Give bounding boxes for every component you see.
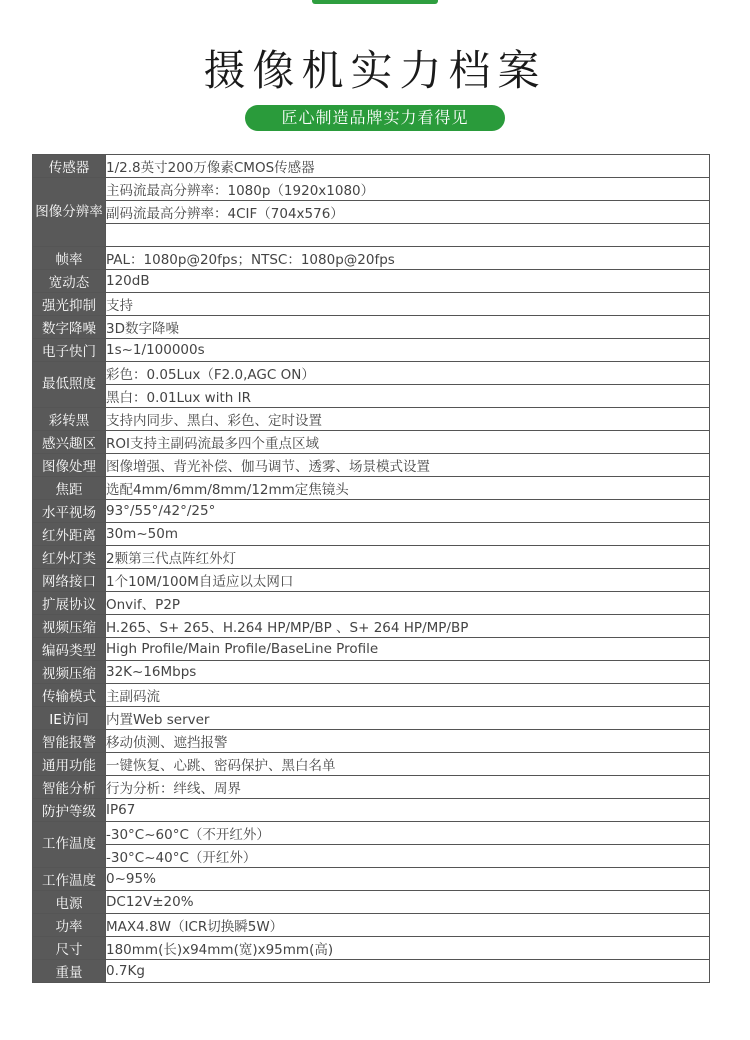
spec-label: 电源 <box>33 891 106 914</box>
spec-value: MAX4.8W（ICR切换瞬5W） <box>106 914 710 937</box>
spec-row <box>33 477 710 500</box>
spec-label: IE访问 <box>33 707 106 730</box>
spec-value <box>106 224 710 247</box>
spec-row <box>33 523 710 546</box>
spec-row <box>33 178 710 201</box>
spec-value: 1个10M/100M自适应以太网口 <box>106 569 710 592</box>
spec-value: 2颗第三代点阵红外灯 <box>106 546 710 569</box>
spec-value: 移动侦测、遮挡报警 <box>106 730 710 753</box>
spec-row <box>33 937 710 960</box>
spec-label: 感兴趣区 <box>33 431 106 454</box>
spec-row <box>33 638 710 661</box>
spec-row <box>33 615 710 638</box>
spec-row <box>33 431 710 454</box>
spec-value: 180mm(长)x94mm(宽)x95mm(高) <box>106 937 710 960</box>
top-accent-bar <box>312 0 438 4</box>
spec-value: 32K~16Mbps <box>106 661 710 684</box>
spec-label: 焦距 <box>33 477 106 500</box>
spec-value: DC12V±20% <box>106 891 710 914</box>
spec-label: 最低照度 <box>33 362 106 408</box>
spec-row <box>33 776 710 799</box>
spec-value: -30°C~60°C（不开红外） <box>106 822 710 845</box>
spec-row <box>33 868 710 891</box>
spec-value: 行为分析：绊线、周界 <box>106 776 710 799</box>
spec-row <box>33 661 710 684</box>
spec-value: High Profile/Main Profile/BaseLine Profile <box>106 638 710 661</box>
spec-label: 重量 <box>33 960 106 983</box>
spec-label: 工作温度 <box>33 868 106 891</box>
spec-value: 主码流最高分辨率：1080p（1920x1080） <box>106 178 710 201</box>
spec-label: 工作温度 <box>33 822 106 868</box>
spec-value: 0~95% <box>106 868 710 891</box>
spec-row <box>33 845 710 868</box>
slogan-badge: 匠心制造品牌实力看得见 <box>245 105 505 131</box>
spec-value: 1s~1/100000s <box>106 339 710 362</box>
spec-value: 120dB <box>106 270 710 293</box>
spec-row <box>33 500 710 523</box>
spec-label: 电子快门 <box>33 339 106 362</box>
spec-row <box>33 454 710 477</box>
spec-label: 通用功能 <box>33 753 106 776</box>
spec-table <box>32 154 710 983</box>
spec-label: 智能报警 <box>33 730 106 753</box>
spec-row <box>33 753 710 776</box>
spec-row <box>33 155 710 178</box>
spec-label: 红外距离 <box>33 523 106 546</box>
spec-value: 图像增强、背光补偿、伽马调节、透雾、场景模式设置 <box>106 454 710 477</box>
spec-label: 视频压缩 <box>33 661 106 684</box>
spec-value: 30m~50m <box>106 523 710 546</box>
spec-row <box>33 316 710 339</box>
spec-row <box>33 362 710 385</box>
spec-value: IP67 <box>106 799 710 822</box>
spec-row <box>33 201 710 224</box>
spec-value: -30°C~40°C（开红外） <box>106 845 710 868</box>
spec-value: 支持内同步、黑白、彩色、定时设置 <box>106 408 710 431</box>
spec-row <box>33 914 710 937</box>
spec-value: H.265、S+ 265、H.264 HP/MP/BP 、S+ 264 HP/MP/BP <box>106 615 710 638</box>
spec-row <box>33 799 710 822</box>
spec-label: 宽动态 <box>33 270 106 293</box>
spec-row <box>33 684 710 707</box>
spec-label: 水平视场 <box>33 500 106 523</box>
spec-label: 编码类型 <box>33 638 106 661</box>
spec-row <box>33 224 710 247</box>
spec-row <box>33 408 710 431</box>
spec-label: 扩展协议 <box>33 592 106 615</box>
page-title: 摄像机实力档案 <box>203 46 547 95</box>
spec-row <box>33 385 710 408</box>
spec-label: 尺寸 <box>33 937 106 960</box>
spec-label: 传感器 <box>33 155 106 178</box>
spec-value: 选配4mm/6mm/8mm/12mm定焦镜头 <box>106 477 710 500</box>
spec-value: 1/2.8英寸200万像素CMOS传感器 <box>106 155 710 178</box>
spec-label: 图像分辨率 <box>33 178 106 247</box>
spec-row <box>33 891 710 914</box>
spec-label: 红外灯类 <box>33 546 106 569</box>
spec-row <box>33 293 710 316</box>
spec-row <box>33 339 710 362</box>
spec-label: 图像处理 <box>33 454 106 477</box>
spec-label: 防护等级 <box>33 799 106 822</box>
spec-value: 黑白：0.01Lux with IR <box>106 385 710 408</box>
spec-row <box>33 569 710 592</box>
spec-row <box>33 592 710 615</box>
spec-row <box>33 707 710 730</box>
spec-value: 3D数字降噪 <box>106 316 710 339</box>
spec-value: PAL：1080p@20fps；NTSC：1080p@20fps <box>106 247 710 270</box>
spec-value: 主副码流 <box>106 684 710 707</box>
spec-label: 彩转黑 <box>33 408 106 431</box>
spec-label: 智能分析 <box>33 776 106 799</box>
spec-row <box>33 270 710 293</box>
spec-label: 功率 <box>33 914 106 937</box>
spec-label: 帧率 <box>33 247 106 270</box>
spec-value: 一键恢复、心跳、密码保护、黑白名单 <box>106 753 710 776</box>
spec-row <box>33 546 710 569</box>
spec-label: 视频压缩 <box>33 615 106 638</box>
spec-value: 支持 <box>106 293 710 316</box>
spec-label: 数字降噪 <box>33 316 106 339</box>
spec-row <box>33 822 710 845</box>
spec-row <box>33 247 710 270</box>
spec-value: 内置Web server <box>106 707 710 730</box>
spec-row <box>33 730 710 753</box>
spec-label: 网络接口 <box>33 569 106 592</box>
spec-row <box>33 960 710 983</box>
spec-value: 彩色：0.05Lux（F2.0,AGC ON） <box>106 362 710 385</box>
spec-value: 0.7Kg <box>106 960 710 983</box>
spec-label: 强光抑制 <box>33 293 106 316</box>
spec-label: 传输模式 <box>33 684 106 707</box>
spec-value: 副码流最高分辨率：4CIF（704x576） <box>106 201 710 224</box>
spec-value: Onvif、P2P <box>106 592 710 615</box>
spec-value: ROI支持主副码流最多四个重点区域 <box>106 431 710 454</box>
spec-value: 93°/55°/42°/25° <box>106 500 710 523</box>
